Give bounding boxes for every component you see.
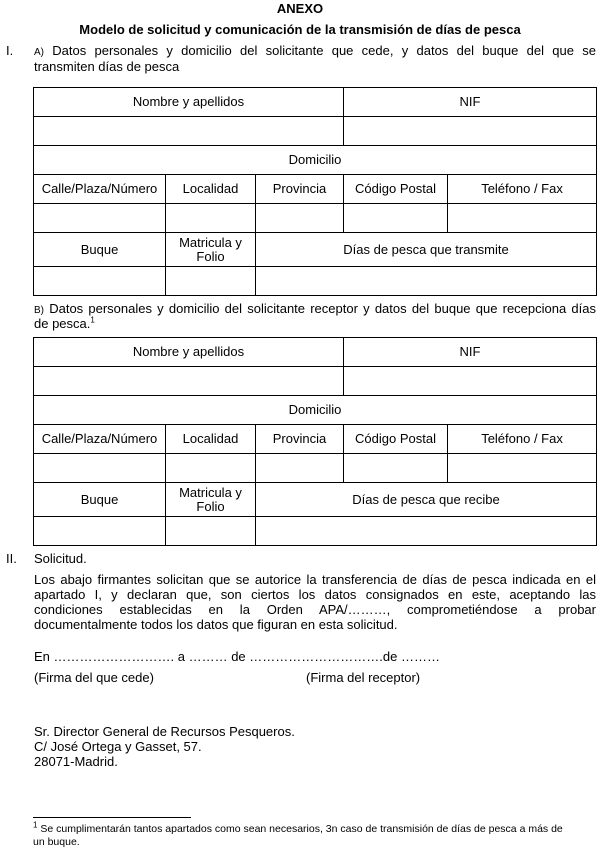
postal-code-field[interactable] xyxy=(344,454,448,483)
postal-code-header: Código Postal xyxy=(344,425,448,454)
locality-field[interactable] xyxy=(166,204,256,233)
section-ib-text-line2: de pesca. xyxy=(34,316,91,331)
phone-fax-field[interactable] xyxy=(448,454,597,483)
address-line3: 28071-Madrid. xyxy=(34,754,118,769)
fishing-days-field[interactable] xyxy=(256,267,597,296)
vessel-field[interactable] xyxy=(34,267,166,296)
section-ii-heading: Solicitud. xyxy=(34,551,87,566)
registration-header-line1: Matricula y xyxy=(179,484,242,500)
province-field[interactable] xyxy=(256,454,344,483)
phone-fax-header: Teléfono / Fax xyxy=(448,175,597,204)
section-i-number: I. xyxy=(6,43,14,58)
street-header: Calle/Plaza/Número xyxy=(34,425,166,454)
registration-header-line2: Folio xyxy=(196,498,225,514)
name-header: Nombre y apellidos xyxy=(34,338,344,367)
locality-field[interactable] xyxy=(166,454,256,483)
nif-field[interactable] xyxy=(344,367,597,396)
receiver-data-table xyxy=(33,337,597,546)
transferor-data-table xyxy=(33,87,597,296)
province-header: Provincia xyxy=(256,175,344,204)
section-ia-line1 xyxy=(34,43,596,60)
registration-header xyxy=(166,233,256,267)
street-header: Calle/Plaza/Número xyxy=(34,175,166,204)
nif-field[interactable] xyxy=(344,117,597,146)
nif-header: NIF xyxy=(344,88,597,117)
section-ib-text-line1: Datos personales y domicilio del solicitante receptor y datos del buque que recepciona días xyxy=(49,301,596,316)
section-ib-line2 xyxy=(34,316,596,331)
registration-field[interactable] xyxy=(166,267,256,296)
province-header: Provincia xyxy=(256,425,344,454)
footnote-line1 xyxy=(33,820,596,836)
address-line2: C/ José Ortega y Gasset, 57. xyxy=(34,739,202,754)
annex-heading: ANEXO xyxy=(276,1,324,16)
registration-header-line2: Folio xyxy=(196,248,225,264)
document-title: Modelo de solicitud y comunicación de la transmisión de días de pesca xyxy=(79,22,521,37)
postal-code-field[interactable] xyxy=(344,204,448,233)
fishing-days-header: Días de pesca que transmite xyxy=(256,233,597,267)
footnote-reference: 1 xyxy=(90,315,95,325)
registration-header xyxy=(166,483,256,517)
footnote-line2: un buque. xyxy=(33,836,80,848)
vessel-header: Buque xyxy=(34,483,166,517)
footnote-separator xyxy=(33,817,191,818)
vessel-header: Buque xyxy=(34,233,166,267)
section-ia-letter: A) xyxy=(34,47,44,58)
name-field[interactable] xyxy=(34,367,344,396)
locality-header: Localidad xyxy=(166,425,256,454)
name-header: Nombre y apellidos xyxy=(34,88,344,117)
address-header: Domicilio xyxy=(34,396,597,425)
locality-header: Localidad xyxy=(166,175,256,204)
request-text-line4: documentalmente todos los datos que figuran en esta solicitud. xyxy=(34,617,398,632)
vessel-field[interactable] xyxy=(34,517,166,546)
signature-receiver-label: (Firma del receptor) xyxy=(306,670,421,685)
fishing-days-header: Días de pesca que recibe xyxy=(256,483,597,517)
address-line1: Sr. Director General de Recursos Pesqueros. xyxy=(34,724,295,739)
phone-fax-header: Teléfono / Fax xyxy=(448,425,597,454)
registration-field[interactable] xyxy=(166,517,256,546)
section-ib-letter: B) xyxy=(34,305,44,316)
request-text-line1: Los abajo firmantes solicitan que se autorice la transferencia de días de pesca indicada en el xyxy=(34,572,596,587)
fishing-days-field[interactable] xyxy=(256,517,597,546)
name-field[interactable] xyxy=(34,117,344,146)
signature-transferor-label: (Firma del que cede) xyxy=(34,670,154,685)
place-date-line: En ………………………. a ……… de ………………………….de ……… xyxy=(34,649,440,664)
postal-code-header: Código Postal xyxy=(344,175,448,204)
section-ia-text-line1: Datos personales y domicilio del solicitante que cede, y datos del buque del que se xyxy=(52,43,596,58)
street-field[interactable] xyxy=(34,204,166,233)
street-field[interactable] xyxy=(34,454,166,483)
address-header: Domicilio xyxy=(34,146,597,175)
province-field[interactable] xyxy=(256,204,344,233)
section-ii-number: II. xyxy=(6,551,17,566)
section-ia-line2: transmiten días de pesca xyxy=(34,59,180,74)
footnote-number: 1 xyxy=(33,820,38,830)
phone-fax-field[interactable] xyxy=(448,204,597,233)
nif-header: NIF xyxy=(344,338,597,367)
request-text-line2: apartado I, y declaran que, son ciertos los datos consignados en este, aceptando las xyxy=(34,587,596,602)
request-text-line3: condiciones establecidas en la Orden APA/………, comprometiéndose a probar xyxy=(34,602,596,617)
footnote-text-line1: Se cumplimentarán tantos apartados como sean necesarios, 3n caso de transmisión de días de pesca a más de xyxy=(40,823,563,835)
registration-header-line1: Matricula y xyxy=(179,234,242,250)
